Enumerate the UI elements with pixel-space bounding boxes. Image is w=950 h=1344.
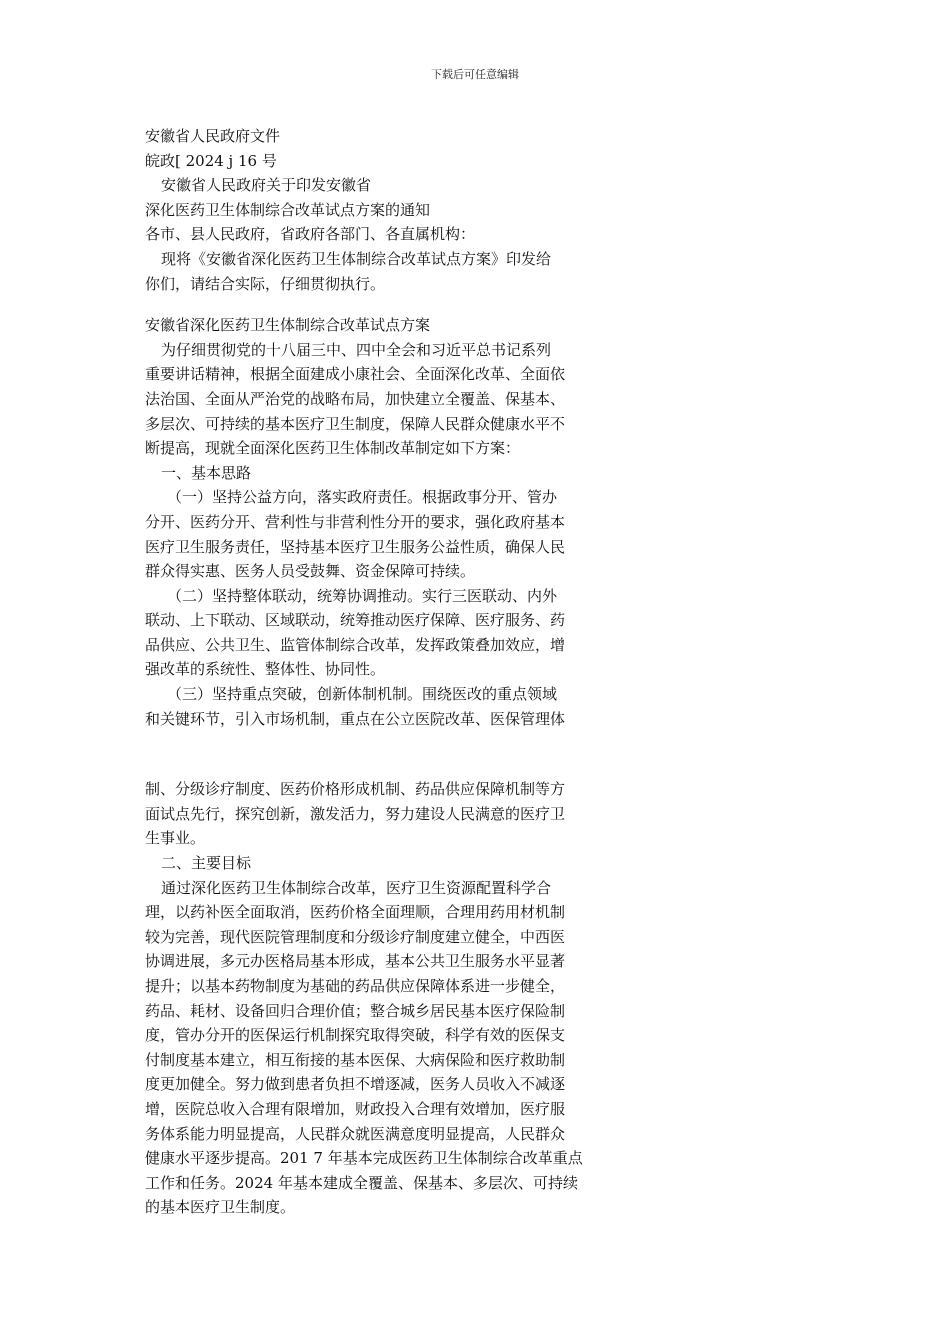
intro-line: 断提高，现就全面深化医药卫生体制改革制定如下方案： xyxy=(145,439,521,458)
section-2-paragraph-line: 务体系能力明显提高，人民群众就医满意度明显提高，人民群众 xyxy=(145,1124,566,1143)
intro-line: 多层次、可持续的基本医疗卫生制度，保障人民群众健康水平不 xyxy=(145,414,566,433)
section-1-heading: 一、基本思路 xyxy=(161,463,252,482)
section-2-paragraph-line: 协调进展，多元办医格局基本形成，基本公共卫生服务水平显著 xyxy=(145,952,566,971)
section-2-paragraph-line: 工作和任务。2024 年基本建成全覆盖、保基本、多层次、可持续 xyxy=(145,1173,578,1192)
section-1-paragraph-1-line: 分开、医药分开、营利性与非营利性分开的要求，强化政府基本 xyxy=(145,512,566,531)
section-2-paragraph-line: 付制度基本建立，相互衔接的基本医保、大病保险和医疗救助制 xyxy=(145,1050,566,1069)
issuer-line: 安徽省人民政府文件 xyxy=(145,127,281,145)
notice-title-line-2: 深化医药卫生体制综合改革试点方案的通知 xyxy=(145,200,431,219)
notice-body-line: 现将《安徽省深化医药卫生体制综合改革试点方案》印发给 xyxy=(161,249,552,268)
section-1-paragraph-1-line: 医疗卫生服务责任，坚持基本医疗卫生服务公益性质，确保人民 xyxy=(145,537,566,556)
intro-line: 为仔细贯彻党的十八届三中、四中全会和习近平总书记系列 xyxy=(161,340,552,359)
section-1-paragraph-1-line: （一）坚持公益方向，落实政府责任。根据政事分开、管办 xyxy=(167,488,558,507)
section-1-paragraph-2-line: 品供应、公共卫生、监管体制综合改革，发挥政策叠加效应，增 xyxy=(145,635,566,654)
page-break-gap xyxy=(145,731,625,777)
document-body xyxy=(145,124,625,1220)
section-1-paragraph-2-line: （二）坚持整体联动，统筹协调推动。实行三医联动、内外 xyxy=(167,586,558,605)
section-1-paragraph-3-line: （三）坚持重点突破，创新体制机制。围绕医改的重点领域 xyxy=(167,685,558,704)
section-2-paragraph-line: 提升；以基本药物制度为基础的药品供应保障体系进一步健全， xyxy=(145,977,566,995)
notice-title-line-1: 安徽省人民政府关于印发安徽省 xyxy=(161,176,372,195)
intro-line: 法治国、全面从严治党的战略布局，加快建立全覆盖、保基本、 xyxy=(145,389,566,408)
section-2-paragraph-line: 较为完善，现代医院管理制度和分级诊疗制度建立健全，中西医 xyxy=(145,927,566,946)
intro-line: 重要讲话精神，根据全面建成小康社会、全面深化改革、全面依 xyxy=(145,365,566,384)
section-1-paragraph-1-line: 群众得实惠、医务人员受鼓舞、资金保障可持续。 xyxy=(145,562,476,581)
section-1-paragraph-3-line: 和关键环节，引入市场机制，重点在公立医院改革、医保管理体 xyxy=(145,709,566,728)
plan-title: 安徽省深化医药卫生体制综合改革试点方案 xyxy=(145,316,431,335)
recipients-line: 各市、县人民政府，省政府各部门、各直属机构： xyxy=(145,225,476,244)
section-2-paragraph-line: 健康水平逐步提高。201 7 年基本完成医药卫生体制综合改革重点 xyxy=(145,1149,583,1168)
section-2-paragraph-line: 增，医院总收入合理有限增加，财政投入合理有效增加，医疗服 xyxy=(145,1099,566,1118)
page-header-note: 下载后可任意编辑 xyxy=(431,68,519,81)
section-2-paragraph-line: 理，以药补医全面取消，医药价格全面理顺，合理用药用材机制 xyxy=(145,903,566,922)
section-2-paragraph-line: 药品、耗材、设备回归合理价值；整合城乡居民基本医疗保险制 xyxy=(145,1001,566,1020)
section-1-paragraph-2-line: 强改革的系统性、整体性、协同性。 xyxy=(145,660,386,679)
section-1-paragraph-3-line: 面试点先行，探究创新，激发活力，努力建设人民满意的医疗卫 xyxy=(145,804,566,823)
section-2-paragraph-line: 的基本医疗卫生制度。 xyxy=(145,1198,296,1217)
document-number: 皖政[ 2024 j 16 号 xyxy=(145,151,277,170)
section-2-heading: 二、主要目标 xyxy=(161,854,252,873)
notice-body-line: 你们，请结合实际，仔细贯彻执行。 xyxy=(145,274,386,293)
section-1-paragraph-2-line: 联动、上下联动、区域联动，统筹推动医疗保障、医疗服务、药 xyxy=(145,611,566,630)
section-2-paragraph-line: 度更加健全。努力做到患者负担不增逐减，医务人员收入不减逐 xyxy=(145,1075,566,1094)
paragraph-gap xyxy=(145,296,625,313)
section-2-paragraph-line: 度，管办分开的医保运行机制探究取得突破，科学有效的医保支 xyxy=(145,1026,566,1045)
section-1-paragraph-3-line: 制、分级诊疗制度、医药价格形成机制、药品供应保障机制等方 xyxy=(145,780,566,799)
section-2-paragraph-line: 通过深化医药卫生体制综合改革，医疗卫生资源配置科学合 xyxy=(161,878,552,897)
section-1-paragraph-3-line: 生事业。 xyxy=(145,829,206,848)
